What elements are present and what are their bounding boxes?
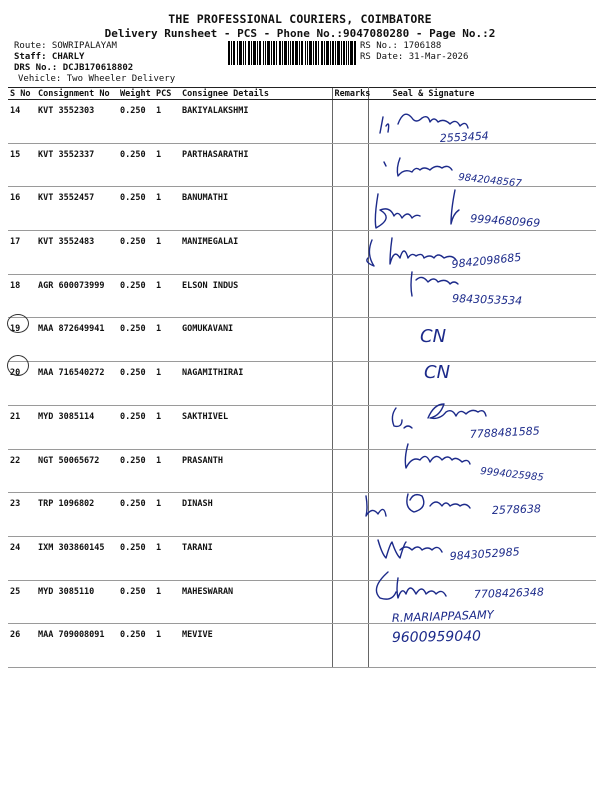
rs-number: RS No.: 1706188 [360,41,442,51]
cell-consignee: NAGAMITHIRAI [180,362,332,406]
cell-pcs: 1 [154,362,180,406]
cell-pcs: 1 [154,405,180,449]
cell-remarks [332,318,368,362]
cell-remarks [332,405,368,449]
signature-number: 2553454 [439,129,490,145]
cell-consignment-no: KVT 3552303 [36,100,118,144]
cell-signature [368,362,596,406]
cell-signature [368,143,596,187]
cell-weight: 0.250 [118,318,154,362]
runsheet-title: THE PROFESSIONAL COURIERS, COIMBATORE [168,12,432,26]
signature-number: 9600959040 [391,628,482,646]
cell-pcs: 1 [154,580,180,624]
col-sno: S No [8,88,36,100]
cell-consignee: BAKIYALAKSHMI [180,100,332,144]
runsheet-subtitle: Delivery Runsheet - PCS - Phone No.:9047080280 - Page No.:2 [104,27,496,40]
signature-number: 7708426348 [473,585,545,601]
cell-consignee: PARTHASARATHI [180,143,332,187]
sno-circle-mark [7,314,29,333]
cell-signature [368,274,596,318]
signature-number: 9843053534 [451,292,523,308]
cell-weight: 0.250 [118,536,154,580]
cell-remarks [332,449,368,493]
cell-remarks [332,362,368,406]
cell-pcs: 1 [154,536,180,580]
table-row [8,318,596,362]
cell-weight: 0.250 [118,274,154,318]
cell-signature [368,624,596,668]
col-remarks: Remarks [332,88,368,100]
cell-remarks [332,187,368,231]
col-consignment: Consignment No [36,88,118,100]
cell-weight: 0.250 [118,231,154,275]
cell-signature [368,536,596,580]
cell-weight: 0.250 [118,143,154,187]
table-row [8,449,596,493]
cell-consignee: GOMUKAVANI [180,318,332,362]
cell-consignment-no: KVT 3552457 [36,187,118,231]
cell-consignee: DINASH [180,493,332,537]
signature-number: 9842098685 [450,250,522,271]
signature-number: 9994025985 [479,466,545,484]
table-row [8,405,596,449]
route-label: Route: SOWRIPALAYAM [14,41,117,51]
cell-weight: 0.250 [118,580,154,624]
cell-consignment-no: MAA 709008091 [36,624,118,668]
col-weight: Weight [118,88,154,100]
table-row [8,187,596,231]
cell-signature [368,405,596,449]
signature-number: 7788481585 [469,424,541,441]
cell-sno: 21 [8,405,36,449]
cell-signature [368,493,596,537]
drs-number: DRS No.: DCJB170618802 [14,63,134,73]
staff-label: Staff: CHARLY [14,52,85,62]
cell-consignee: MANIMEGALAI [180,231,332,275]
cell-sno: 23 [8,493,36,537]
cell-pcs: 1 [154,493,180,537]
cell-sno: 20 [8,362,36,406]
runsheet-table [8,87,596,668]
cell-pcs: 1 [154,624,180,668]
cell-remarks [332,274,368,318]
cell-consignment-no: NGT 50065672 [36,449,118,493]
cell-pcs: 1 [154,100,180,144]
signature-number: 2578638 [491,502,542,517]
barcode-image [228,41,356,65]
cell-weight: 0.250 [118,362,154,406]
cell-consignee: MAHESWARAN [180,580,332,624]
table-row [8,580,596,624]
cell-remarks [332,624,368,668]
cell-consignee: BANUMATHI [180,187,332,231]
table-row [8,274,596,318]
cell-pcs: 1 [154,231,180,275]
cell-signature [368,187,596,231]
cell-remarks [332,100,368,144]
table-row [8,493,596,537]
cell-pcs: 1 [154,187,180,231]
cell-sno: 22 [8,449,36,493]
table-row [8,100,596,144]
cell-signature [368,449,596,493]
cell-consignment-no: KVT 3552337 [36,143,118,187]
cell-remarks [332,493,368,537]
cell-sno: 16 [8,187,36,231]
handwritten-cn: CN [424,362,451,383]
table-row [8,624,596,668]
cell-sno: 24 [8,536,36,580]
cell-pcs: 1 [154,449,180,493]
cell-signature [368,231,596,275]
cell-signature [368,100,596,144]
signature-number: 9842048567 [457,172,523,190]
cell-pcs: 1 [154,318,180,362]
cell-consignment-no: MYD 3085110 [36,580,118,624]
cell-pcs: 1 [154,274,180,318]
vehicle-label: Vehicle: Two Wheeler Delivery [18,74,176,84]
cell-remarks [332,536,368,580]
rs-date: RS Date: 31-Mar-2026 [360,52,469,62]
col-signature: Seal & Signature [368,88,596,100]
cell-consignee: PRASANTH [180,449,332,493]
handwritten-cn: CN [420,326,447,347]
table-row [8,231,596,275]
cell-weight: 0.250 [118,493,154,537]
cell-consignment-no: MAA 716540272 [36,362,118,406]
cell-pcs: 1 [154,143,180,187]
cell-sno: 25 [8,580,36,624]
cell-sno: 26 [8,624,36,668]
table-row [8,536,596,580]
cell-signature [368,580,596,624]
cell-consignment-no: TRP 1096802 [36,493,118,537]
cell-sno: 15 [8,143,36,187]
sno-circle-mark [7,355,29,376]
cell-sno: 17 [8,231,36,275]
cell-consignee: TARANI [180,536,332,580]
cell-weight: 0.250 [118,624,154,668]
cell-consignment-no: IXM 303860145 [36,536,118,580]
cell-weight: 0.250 [118,187,154,231]
cell-weight: 0.250 [118,100,154,144]
cell-consignee: MEVIVE [180,624,332,668]
cell-consignment-no: MAA 872649941 [36,318,118,362]
cell-weight: 0.250 [118,449,154,493]
cell-remarks [332,143,368,187]
cell-remarks [332,231,368,275]
table-row [8,362,596,406]
col-pcs: PCS [154,88,180,100]
table-header-row [8,88,596,100]
cell-remarks [332,580,368,624]
cell-consignment-no: KVT 3552483 [36,231,118,275]
cell-consignee: ELSON INDUS [180,274,332,318]
cell-consignment-no: AGR 600073999 [36,274,118,318]
receiver-name: R.MARIAPPASAMY [391,607,495,625]
signature-number: 9994680969 [469,212,541,230]
col-consignee: Consignee Details [180,88,332,100]
cell-sno: 19 [8,318,36,362]
cell-weight: 0.250 [118,405,154,449]
cell-consignee: SAKTHIVEL [180,405,332,449]
signature-number: 9843052985 [449,545,521,563]
cell-sno: 18 [8,274,36,318]
cell-sno: 14 [8,100,36,144]
cell-consignment-no: MYD 3085114 [36,405,118,449]
cell-signature [368,318,596,362]
table-row [8,143,596,187]
